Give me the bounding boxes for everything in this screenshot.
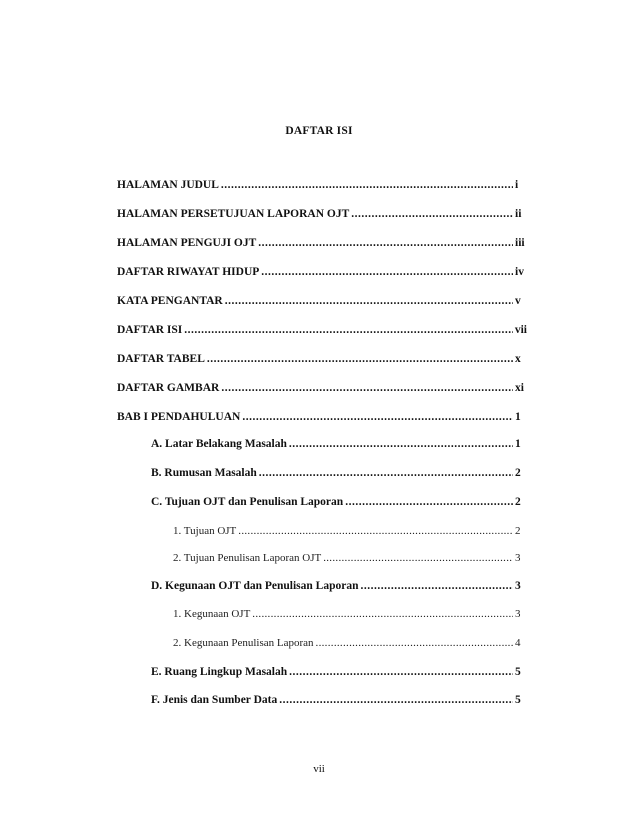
- leader-dots: [323, 551, 513, 565]
- toc-entry[interactable]: [117, 207, 527, 221]
- toc-entry-label: 1. Kegunaan OJT: [173, 608, 251, 620]
- toc-entry-page: 5: [515, 694, 521, 706]
- toc-entry-page: iii: [515, 237, 525, 249]
- toc-entry[interactable]: [151, 665, 527, 679]
- toc-entry-page: 4: [515, 637, 521, 649]
- leader-dots: [351, 207, 513, 221]
- toc-entry-label: F. Jenis dan Sumber Data: [151, 694, 278, 706]
- toc-entry-label: C. Tujuan OJT dan Penulisan Laporan: [151, 496, 344, 508]
- leader-dots: [207, 352, 513, 366]
- leader-dots: [252, 607, 513, 621]
- toc-entry-label: HALAMAN PERSETUJUAN LAPORAN OJT: [117, 208, 350, 220]
- leader-dots: [261, 265, 513, 279]
- toc-entry-label: DAFTAR TABEL: [117, 353, 205, 365]
- toc-entry-label: 2. Kegunaan Penulisan Laporan: [173, 637, 314, 649]
- toc-entry-label: D. Kegunaan OJT dan Penulisan Laporan: [151, 580, 359, 592]
- toc-entry-page: x: [515, 353, 521, 365]
- toc-entry-page: 1: [515, 411, 521, 423]
- toc-entry[interactable]: [173, 551, 527, 565]
- toc-entry-label: DAFTAR GAMBAR: [117, 382, 220, 394]
- toc-entry-page: v: [515, 295, 521, 307]
- toc-entry-label: HALAMAN PENGUJI OJT: [117, 237, 257, 249]
- leader-dots: [345, 495, 513, 509]
- toc-entry[interactable]: [151, 579, 527, 593]
- toc-entry-page: vii: [514, 324, 527, 336]
- toc-entry[interactable]: [151, 693, 527, 707]
- toc-entry[interactable]: [117, 410, 527, 424]
- toc-entry-label: BAB I PENDAHULUAN: [117, 411, 241, 423]
- toc-entry[interactable]: [151, 466, 527, 480]
- toc-entry[interactable]: [173, 524, 527, 538]
- toc-entry[interactable]: [151, 495, 527, 509]
- toc-entry[interactable]: [117, 265, 527, 279]
- toc-entry-label: HALAMAN JUDUL: [117, 179, 219, 191]
- toc-entry[interactable]: [173, 607, 527, 621]
- leader-dots: [316, 636, 513, 650]
- toc-entry-page: 3: [515, 552, 521, 564]
- toc-entry-label: DAFTAR RIWAYAT HIDUP: [117, 266, 260, 278]
- page-number: vii: [313, 763, 325, 775]
- leader-dots: [184, 323, 513, 337]
- toc-entry-page: 1: [515, 438, 521, 450]
- toc-entry-page: xi: [515, 382, 524, 394]
- toc-entry-label: DAFTAR ISI: [117, 324, 183, 336]
- toc-entry-page: 2: [515, 525, 521, 537]
- toc-entry[interactable]: [173, 636, 527, 650]
- toc-entry[interactable]: [117, 381, 527, 395]
- leader-dots: [289, 437, 513, 451]
- toc-entry-page: 3: [515, 580, 521, 592]
- toc-entry[interactable]: [117, 236, 527, 250]
- toc-entry[interactable]: [151, 437, 527, 451]
- toc-entry-page: iv: [515, 266, 524, 278]
- toc-entry[interactable]: [117, 178, 527, 192]
- toc-entry-page: 5: [515, 666, 521, 678]
- toc-entry[interactable]: [117, 352, 527, 366]
- leader-dots: [221, 381, 513, 395]
- page-title: DAFTAR ISI: [285, 125, 353, 137]
- toc-entry-label: A. Latar Belakang Masalah: [151, 438, 287, 450]
- leader-dots: [279, 693, 513, 707]
- leader-dots: [221, 178, 513, 192]
- toc-entry-label: KATA PENGANTAR: [117, 295, 223, 307]
- toc-entry[interactable]: [117, 323, 527, 337]
- leader-dots: [259, 466, 513, 480]
- toc-entry[interactable]: [117, 294, 527, 308]
- toc-entry-label: B. Rumusan Masalah: [151, 467, 257, 479]
- toc-entry-page: 3: [515, 608, 521, 620]
- toc-entry-page: ii: [515, 208, 522, 220]
- toc-entry-label: E. Ruang Lingkup Masalah: [151, 666, 288, 678]
- leader-dots: [361, 579, 514, 593]
- leader-dots: [238, 524, 513, 538]
- leader-dots: [289, 665, 513, 679]
- leader-dots: [242, 410, 513, 424]
- leader-dots: [258, 236, 513, 250]
- toc-entry-label: 2. Tujuan Penulisan Laporan OJT: [173, 552, 322, 564]
- leader-dots: [225, 294, 513, 308]
- toc-entry-page: i: [515, 179, 519, 191]
- toc-entry-page: 2: [515, 467, 521, 479]
- toc-entry-page: 2: [515, 496, 521, 508]
- toc-entry-label: 1. Tujuan OJT: [173, 525, 237, 537]
